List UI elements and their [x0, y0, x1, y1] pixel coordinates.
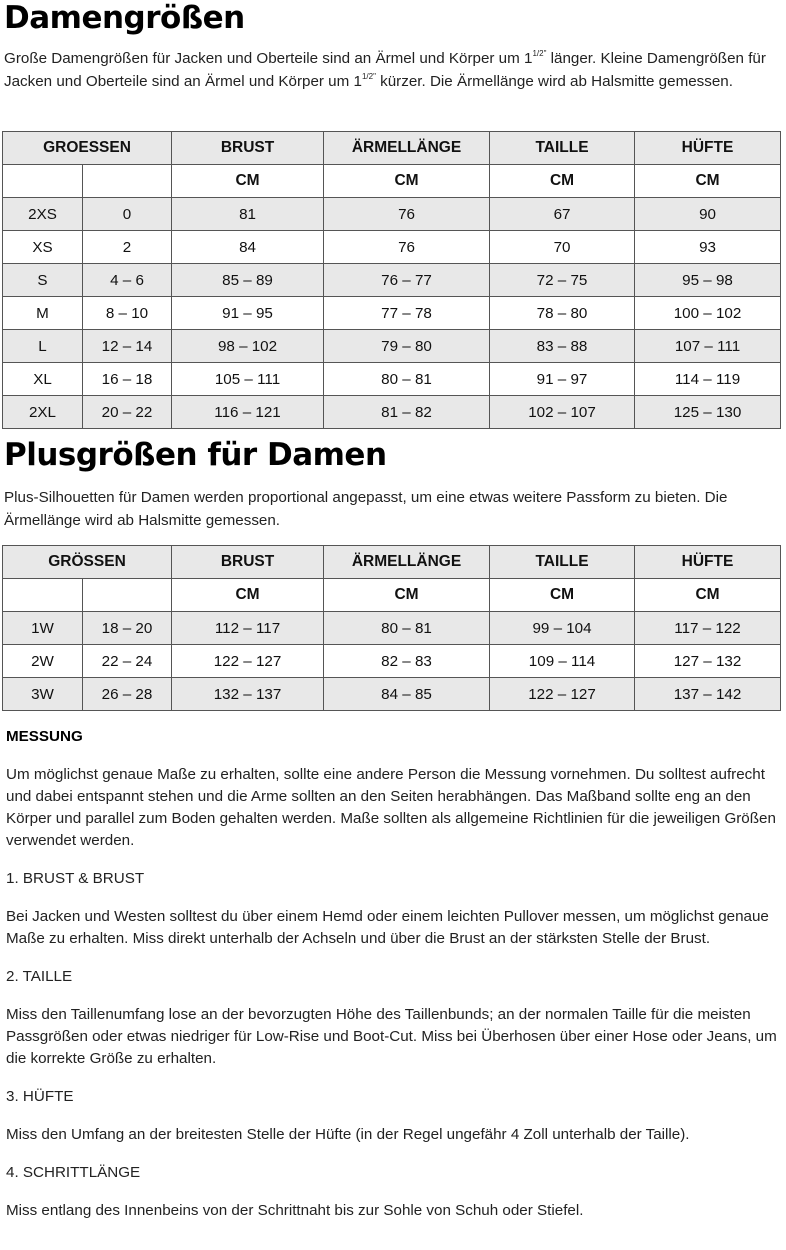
- table-cell: 1W: [3, 612, 83, 645]
- measurement-title: MESSUNG: [6, 728, 83, 745]
- table-cell: 72 – 75: [490, 264, 635, 297]
- unit-cell: [83, 165, 172, 198]
- table-cell: 122 – 127: [490, 678, 635, 711]
- unit-cell: CM: [635, 165, 781, 198]
- table-cell: 4 – 6: [83, 264, 172, 297]
- table-cell: 2W: [3, 645, 83, 678]
- table-cell: 102 – 107: [490, 396, 635, 429]
- table-cell: 76 – 77: [324, 264, 490, 297]
- table-cell: 91 – 95: [172, 297, 324, 330]
- header-sleeve: ÄRMELLÄNGE: [324, 132, 490, 165]
- table-cell: 79 – 80: [324, 330, 490, 363]
- table-cell: L: [3, 330, 83, 363]
- table-cell: 26 – 28: [83, 678, 172, 711]
- section1-intro: Große Damengrößen für Jacken und Oberteile sind an Ärmel und Körper um $1^{1/2"}$ länger. Kleine Damengrößen für Jacken und Oberteile sind an Ärmel und Körper um $1^{1/2"}$ kürzer. Die Ärmellänge wird ab Halsmitte gemessen.: [4, 48, 766, 90]
- header-sizes: GROESSEN: [3, 132, 172, 165]
- table-row: [3, 363, 781, 396]
- table-cell: 90: [635, 198, 781, 231]
- table-cell: 125 – 130: [635, 396, 781, 429]
- section2-title: Plusgrößen für Damen: [4, 437, 387, 473]
- table-cell: S: [3, 264, 83, 297]
- table-cell: 105 – 111: [172, 363, 324, 396]
- table-units-row: [3, 165, 781, 198]
- table-cell: 0: [83, 198, 172, 231]
- measurement-item-heading: 1. BRUST & BRUST: [6, 870, 145, 887]
- table-cell: 114 – 119: [635, 363, 781, 396]
- table-cell: 99 – 104: [490, 612, 635, 645]
- table-cell: 85 – 89: [172, 264, 324, 297]
- table-cell: 22 – 24: [83, 645, 172, 678]
- size-table-plus: [2, 545, 781, 711]
- table-cell: 84: [172, 231, 324, 264]
- table-row: [3, 231, 781, 264]
- table-cell: 107 – 111: [635, 330, 781, 363]
- table-cell: 70: [490, 231, 635, 264]
- unit-cell: CM: [490, 165, 635, 198]
- table-cell: 109 – 114: [490, 645, 635, 678]
- section2-intro: Plus-Silhouetten für Damen werden proportional angepasst, um eine etwas weitere Passform zu bieten. Die Ärmellänge wird ab Halsmitte gemessen.: [4, 489, 728, 529]
- table-cell: 80 – 81: [324, 363, 490, 396]
- unit-cell: CM: [490, 579, 635, 612]
- table-cell: XS: [3, 231, 83, 264]
- table-row: [3, 678, 781, 711]
- table-cell: XL: [3, 363, 83, 396]
- table-cell: 2XS: [3, 198, 83, 231]
- unit-cell: CM: [172, 579, 324, 612]
- header-hip: HÜFTE: [635, 132, 781, 165]
- header-waist: TAILLE: [490, 132, 635, 165]
- table-row: [3, 198, 781, 231]
- table-row: [3, 264, 781, 297]
- measurement-intro: Um möglichst genaue Maße zu erhalten, sollte eine andere Person die Messung vornehmen. Du solltest aufrecht und dabei entspannt stehen und die Arme sollten an den Seiten herabhängen. Das Maßband sollte eng an den Körper und parallel zum Boden gehalten werden. Maße sollten als allgemeine Richtlinien für die jeweiligen Größen verwendet werden.: [6, 766, 776, 849]
- table-units-row: [3, 579, 781, 612]
- size-table-women: [2, 131, 781, 429]
- table-row: [3, 396, 781, 429]
- table-cell: 18 – 20: [83, 612, 172, 645]
- table-header-row: [3, 132, 781, 165]
- table-row: [3, 297, 781, 330]
- header-hip: HÜFTE: [635, 546, 781, 579]
- unit-cell: CM: [172, 165, 324, 198]
- table-cell: 81: [172, 198, 324, 231]
- measurement-item-heading: 2. TAILLE: [6, 968, 73, 985]
- unit-cell: [3, 165, 83, 198]
- table-cell: 78 – 80: [490, 297, 635, 330]
- page-title: Damengrößen: [4, 0, 245, 36]
- table-cell: 82 – 83: [324, 645, 490, 678]
- unit-cell: CM: [635, 579, 781, 612]
- header-sizes: GRÖSSEN: [3, 546, 172, 579]
- measurement-item-heading: 4. SCHRITTLÄNGE: [6, 1164, 141, 1181]
- measurement-item-text: Miss den Umfang an der breitesten Stelle der Hüfte (in der Regel ungefähr 4 Zoll unterhalb der Taille).: [6, 1126, 690, 1143]
- table-cell: 100 – 102: [635, 297, 781, 330]
- table-cell: 83 – 88: [490, 330, 635, 363]
- table-cell: 16 – 18: [83, 363, 172, 396]
- measurement-item-text: Miss den Taillenumfang lose an der bevorzugten Höhe des Taillenbunds; an der normalen Taille für die meisten Passgrößen oder etwas niedriger für Low-Rise und Boot-Cut. Miss bei Überhosen über einer Hose oder Jeans, um die korrekte Größe zu erhalten.: [6, 1006, 777, 1067]
- table-cell: 77 – 78: [324, 297, 490, 330]
- table-cell: 98 – 102: [172, 330, 324, 363]
- table-cell: 81 – 82: [324, 396, 490, 429]
- measurement-item-text: Miss entlang des Innenbeins von der Schrittnaht bis zur Sohle von Schuh oder Stiefel.: [6, 1202, 584, 1219]
- unit-cell: [83, 579, 172, 612]
- table-cell: 76: [324, 231, 490, 264]
- header-chest: BRUST: [172, 132, 324, 165]
- table-header-row: [3, 546, 781, 579]
- table-cell: 67: [490, 198, 635, 231]
- table-row: [3, 330, 781, 363]
- table-cell: 2: [83, 231, 172, 264]
- table-cell: 76: [324, 198, 490, 231]
- measurement-section: [6, 726, 782, 1222]
- header-sleeve: ÄRMELLÄNGE: [324, 546, 490, 579]
- unit-cell: CM: [324, 579, 490, 612]
- header-chest: BRUST: [172, 546, 324, 579]
- unit-cell: [3, 579, 83, 612]
- table-cell: 112 – 117: [172, 612, 324, 645]
- table-cell: 91 – 97: [490, 363, 635, 396]
- table-cell: 127 – 132: [635, 645, 781, 678]
- table-cell: 132 – 137: [172, 678, 324, 711]
- table-cell: 84 – 85: [324, 678, 490, 711]
- unit-cell: CM: [324, 165, 490, 198]
- table-cell: 95 – 98: [635, 264, 781, 297]
- table-cell: 116 – 121: [172, 396, 324, 429]
- table-cell: M: [3, 297, 83, 330]
- header-waist: TAILLE: [490, 546, 635, 579]
- measurement-item-heading: 3. HÜFTE: [6, 1088, 74, 1105]
- table-cell: 8 – 10: [83, 297, 172, 330]
- table-row: [3, 645, 781, 678]
- table-cell: 20 – 22: [83, 396, 172, 429]
- table-cell: 3W: [3, 678, 83, 711]
- table-cell: 80 – 81: [324, 612, 490, 645]
- measurement-item-text: Bei Jacken und Westen solltest du über einem Hemd oder einem leichten Pullover messen, um möglichst genaue Maße zu erhalten. Miss direkt unterhalb der Achseln und über die Brust an der stärksten Stelle der Brust.: [6, 908, 769, 947]
- table-row: [3, 612, 781, 645]
- table-cell: 117 – 122: [635, 612, 781, 645]
- table-cell: 93: [635, 231, 781, 264]
- table-cell: 12 – 14: [83, 330, 172, 363]
- table-cell: 122 – 127: [172, 645, 324, 678]
- table-cell: 2XL: [3, 396, 83, 429]
- table-cell: 137 – 142: [635, 678, 781, 711]
